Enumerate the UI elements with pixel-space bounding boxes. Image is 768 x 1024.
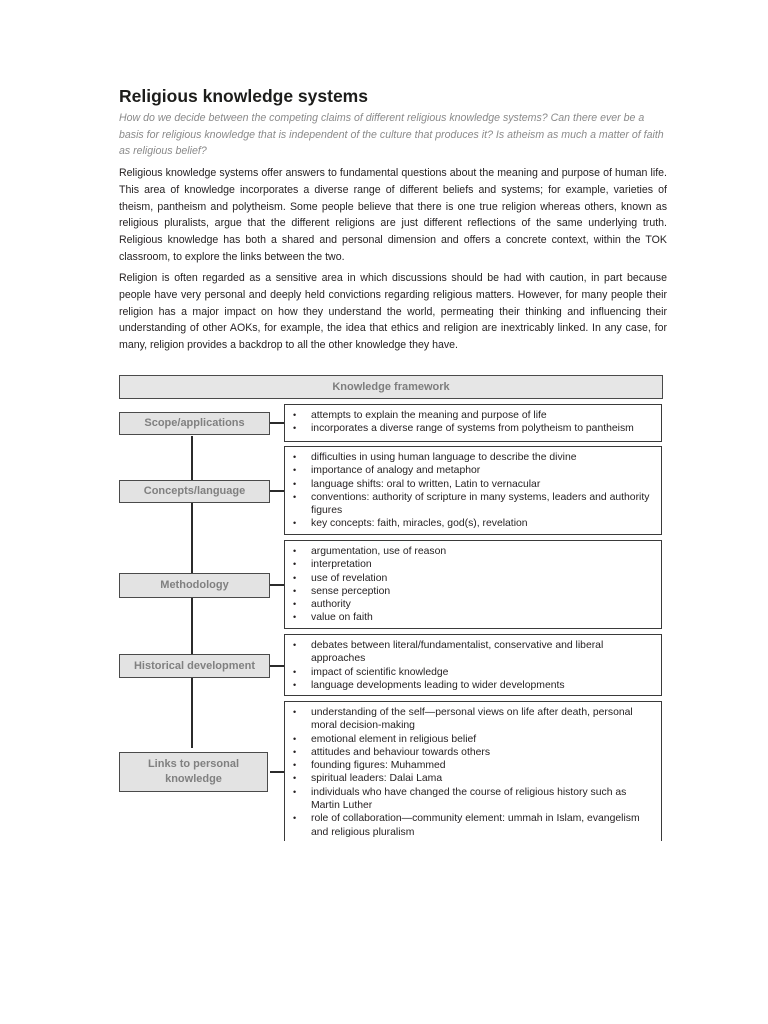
list-item: • use of revelation [293, 572, 388, 584]
bullet-marker: • [293, 612, 297, 623]
bullet-marker: • [293, 599, 297, 610]
context-paragraph: Religion is often regarded as a sensitive area in which discussions should be had with caution, in part because people have very personal and deeply held convictions regarding religious matters. However, for many people their religion has a major impact on how they understand the world, permeating their thinking and influencing their understanding of other AOKs, for example, the idea that ethics and religion are inextricably linked. In any case, for many, religion provides a backdrop to all the other knowledge they have. [119, 272, 667, 352]
list-item: • authority [293, 599, 351, 611]
section-label-personal-knowledge: Links to personal knowledge [119, 752, 268, 792]
bullet-marker: • [293, 491, 297, 502]
section-label-scope: Scope/applications [119, 412, 270, 435]
bullet-marker: • [293, 746, 297, 757]
bullet-marker: • [293, 707, 297, 717]
section-connector [270, 771, 285, 773]
section-content-methodology [284, 540, 662, 629]
section-content-personal-knowledge [284, 701, 662, 841]
section-connector [270, 490, 285, 492]
list-item: • importance of analogy and metaphor [293, 465, 481, 477]
bullet-marker: • [293, 585, 297, 596]
list-item: • language shifts: oral to written, Latin to vernacular [293, 478, 541, 490]
bullet-marker: • [293, 572, 297, 583]
intro-paragraph: Religious knowledge systems offer answers to fundamental questions about the meaning and purpose of human life. This area of knowledge incorporates a diverse range of different beliefs and systems; for example, varieties of theism, pantheism and polytheism. Some people believe that there is one true religion whereas others, known as religious pluralists, argue that the different religions are just different reflections of the same underlying truth. Religious knowledge has both a shared and personal dimension and offers a concrete context, within the TOK classroom, to explore the links between the two. [119, 167, 667, 263]
list-item: • founding figures: Muhammed [293, 760, 446, 772]
bullet-marker: • [293, 423, 297, 434]
list-item: • attitudes and behaviour towards others [293, 746, 491, 758]
list-item: • conventions: authority of scripture in many systems, leaders and authority figures [293, 491, 650, 517]
bullet-marker: • [293, 760, 297, 771]
bullet-marker: • [293, 733, 297, 744]
section-label-methodology: Methodology [119, 573, 270, 598]
list-item: • attempts to explain the meaning and purpose of life [293, 410, 547, 421]
page-title: Religious knowledge systems [119, 86, 368, 106]
list-item: • impact of scientific knowledge [293, 666, 449, 678]
bullet-marker: • [293, 518, 297, 529]
bullet-marker: • [293, 813, 297, 824]
bullet-marker: • [293, 640, 297, 650]
list-item: • emotional element in religious belief [293, 733, 477, 745]
list-item: • understanding of the self—personal views on life after death, personal moral decision-making [293, 707, 633, 732]
bullet-marker: • [293, 546, 297, 556]
bullet-marker: • [293, 559, 297, 570]
bullet-marker: • [293, 410, 297, 420]
list-item: • individuals who have changed the course of religious history such as Martin Luther [293, 786, 627, 812]
section-content-scope [284, 404, 662, 442]
list-item: • value on faith [293, 612, 373, 624]
list-item: • role of collaboration—community element: ummah in Islam, evangelism and religious pluralism [293, 813, 640, 838]
list-item: • difficulties in using human language to describe the divine [293, 452, 577, 463]
section-content-concepts [284, 446, 662, 535]
section-label-concepts: Concepts/language [119, 480, 270, 503]
section-label-historical: Historical development [119, 654, 270, 678]
bullet-marker: • [293, 773, 297, 784]
section-content-historical [284, 634, 662, 696]
section-connector [270, 584, 285, 586]
bullet-marker: • [293, 452, 297, 462]
section-connector [270, 422, 285, 424]
bullet-marker: • [293, 666, 297, 677]
framework-header: Knowledge framework [119, 375, 663, 399]
bullet-marker: • [293, 465, 297, 476]
bullet-marker: • [293, 786, 297, 797]
section-connector [270, 665, 285, 667]
list-item: • key concepts: faith, miracles, god(s), revelation [293, 518, 528, 530]
list-item: • incorporates a diverse range of systems from polytheism to pantheism [293, 423, 634, 435]
list-item: • spiritual leaders: Dalai Lama [293, 773, 443, 785]
bullet-marker: • [293, 478, 297, 489]
bullet-marker: • [293, 679, 297, 690]
list-item: • debates between literal/fundamentalist, conservative and liberal approaches [293, 640, 604, 665]
guiding-questions: How do we decide between the competing claims of different religious knowledge systems? Can there ever be a basis for religious knowledge that is independent of the culture that produces it? Is atheism as much a matter of faith as religious belief? [119, 112, 664, 157]
list-item: • argumentation, use of reason [293, 546, 447, 557]
list-item: • language developments leading to wider developments [293, 679, 565, 691]
list-item: • sense perception [293, 585, 391, 597]
list-item: • interpretation [293, 559, 372, 571]
